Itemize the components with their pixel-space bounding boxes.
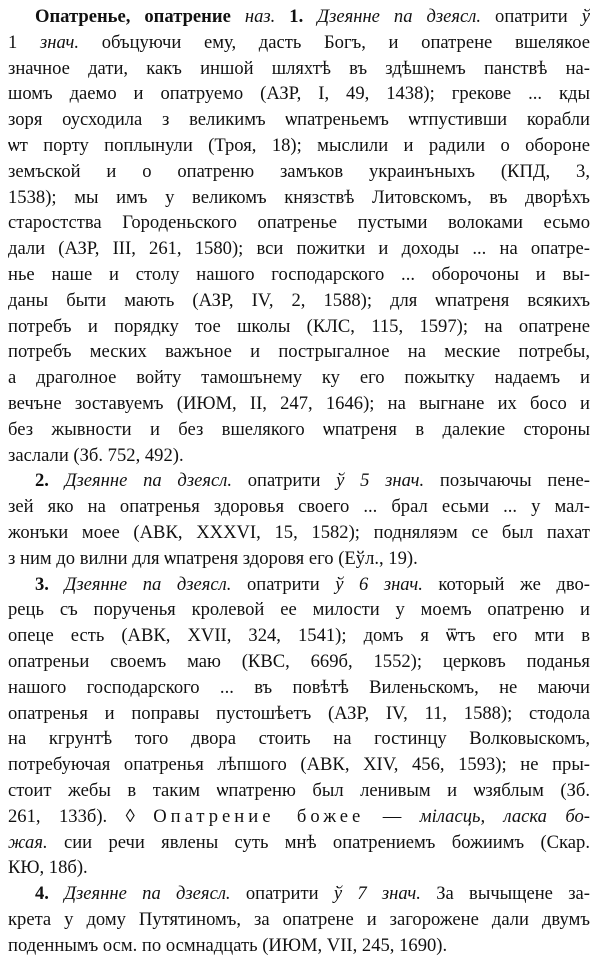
italic-label: ў 7 знач.	[333, 883, 421, 905]
text-line	[8, 701, 590, 727]
headword-or-sense-number: 1.	[289, 6, 304, 27]
text-line	[8, 649, 590, 675]
text-line	[8, 417, 590, 443]
text-segment: 261, 133б). ◊	[8, 805, 154, 827]
text-segment: 1	[8, 31, 40, 53]
text-segment: з ним до вилни для ѡпатреня здоровя его (Еўл., 19).	[8, 547, 418, 569]
text-segment: нье наше и столу нашого господарского ... оборочоны и вы-	[8, 263, 590, 285]
text-segment: опатреньи своемъ маю (КВС, 669б, 1552); церковъ поданья	[8, 650, 590, 672]
text-line	[8, 623, 590, 649]
text-line	[8, 881, 590, 907]
text-segment: вечъне зоставуемъ (ИЮМ, II, 247, 1646); на выгнане их босо и	[8, 392, 590, 414]
text-line	[8, 520, 590, 546]
text-line	[8, 546, 590, 572]
headword-or-sense-number: 3.	[35, 573, 49, 595]
text-segment: объцуючи ему, дасть Богъ, и опатрене вшелякое	[79, 31, 590, 53]
text-line	[8, 494, 590, 520]
text-line	[8, 210, 590, 236]
text-segment: без жывности и без вшелякого ѡпатреня в далекие стороны	[8, 418, 590, 440]
text-line	[8, 468, 590, 494]
text-line	[8, 391, 590, 417]
text-segment: дали (АЗР, III, 261, 1580); вси пожитки и доходы ... на опатре-	[8, 238, 590, 260]
text-segment: позычаючы пене-	[424, 470, 590, 492]
italic-label: ў 6 знач.	[335, 573, 423, 595]
text-line	[8, 107, 590, 133]
italic-label: міласць, ласка бо-	[419, 805, 590, 827]
text-line	[8, 159, 590, 185]
text-line	[8, 262, 590, 288]
text-segment: Опатрение божее	[153, 805, 365, 827]
text-segment: а драголное войту тамошънему ку его пожытку надаемъ и	[8, 367, 590, 389]
text-line	[8, 314, 590, 340]
italic-label: жая.	[8, 831, 48, 853]
text-line	[8, 443, 590, 469]
italic-label: Дзеянне па дзеясл.	[64, 573, 232, 595]
text-segment: жонъки моее (АВК, XXXVI, 15, 1582); подняляэм се был пахат	[8, 521, 590, 543]
text-line	[8, 339, 590, 365]
headword-or-sense-number: 4.	[35, 883, 49, 905]
text-segment: опатрити	[230, 883, 334, 905]
text-segment: на кгрунтѣ того двора стоить на гостинцу Волковыскомъ,	[8, 728, 590, 750]
text-segment: опатрити	[231, 573, 336, 595]
text-line	[8, 365, 590, 391]
text-line	[8, 933, 590, 958]
text-line	[8, 81, 590, 107]
text-segment	[275, 6, 289, 27]
text-segment	[49, 574, 65, 595]
text-line	[8, 726, 590, 752]
text-line	[8, 56, 590, 82]
text-segment: значное дати, какъ иншой шляхтѣ въ здѣшнемъ панствѣ на-	[8, 57, 590, 79]
text-segment: земъской и о опатреню замъков украинъныхъ (КПД, 3,	[8, 160, 590, 182]
text-line	[8, 597, 590, 623]
italic-label: Дзеянне па дзеясл.	[64, 883, 231, 905]
text-line	[8, 855, 590, 881]
text-line	[8, 804, 590, 830]
text-segment: который же дво-	[422, 573, 590, 595]
text-segment: ѡт порту поплынули (Троя, 18); мыслили и радили о обороне	[8, 134, 590, 156]
text-segment: потребуючая опатренья лѣпшого (АВК, XIV, 456, 1593); не пры-	[8, 754, 590, 776]
text-line	[8, 778, 590, 804]
headword-or-sense-number: Опатренье, опатрение	[35, 6, 231, 27]
text-segment: опатрити	[481, 6, 582, 27]
text-segment: крета у дому Путятиномъ, за опатрене и загорожене дали двумъ	[8, 908, 590, 930]
italic-label: знач.	[39, 31, 80, 53]
text-line	[8, 30, 590, 56]
text-segment	[303, 6, 317, 27]
text-segment: —	[364, 805, 420, 827]
text-segment: даны быти мають (АЗР, IV, 2, 1588); для ѡпатреня всякихъ	[8, 289, 590, 311]
text-segment	[231, 6, 245, 27]
text-segment	[49, 883, 64, 904]
text-segment: потребъ и порядку тое школы (КЛС, 115, 1597); на опатрене	[8, 315, 590, 337]
text-line	[8, 236, 590, 262]
text-segment: опеце есть (АВК, XVII, 324, 1541); домъ я ѿтъ его мти в	[8, 625, 590, 647]
text-segment: КЮ, 18б).	[8, 857, 88, 879]
italic-label: наз.	[244, 6, 276, 27]
text-line	[8, 133, 590, 159]
text-segment: старостства Городеньского опатренье пустыми волоками есьмо	[8, 212, 590, 234]
text-segment: зей яко на опатренья здоровья своего ... брал есьми ... у мал-	[8, 496, 590, 518]
text-segment: рець съ порученья кролевой ее милости у моемъ опатреню и	[8, 599, 590, 621]
text-segment: поденнымъ осм. по осмнадцать (ИЮМ, VII, 245, 1690).	[8, 934, 448, 956]
italic-label: ў 5 знач.	[336, 470, 425, 492]
text-segment: За вычыщене за-	[420, 883, 590, 905]
text-segment	[49, 470, 65, 491]
text-line	[8, 830, 590, 856]
italic-label: Дзеянне па дзеясл.	[64, 470, 232, 492]
text-segment: опатрити	[231, 470, 337, 492]
text-segment: потребъ меских важъное и пострыгалное на меские потребы,	[8, 341, 590, 363]
text-segment: заслали (Зб. 752, 492).	[8, 444, 184, 466]
text-line	[8, 675, 590, 701]
text-segment: зоря оусходила з великимъ ѡпатреньемъ ѡтпустивши корабли	[8, 109, 590, 131]
text-line	[8, 185, 590, 211]
headword-or-sense-number: 2.	[35, 470, 49, 492]
text-segment: сии речи явлены суть мнѣ опатрениемъ божиимъ (Скар.	[47, 831, 590, 853]
text-line	[8, 288, 590, 314]
text-segment: нашого господарского ... въ повѣтѣ Виленьскомъ, не маючи	[8, 676, 590, 698]
text-line	[8, 4, 590, 30]
text-segment: шомъ даемо и опатруемо (АЗР, I, 49, 1438); грекове ... кды	[8, 83, 590, 105]
text-segment: стоит жебы в таким ѡпатреню был ленивым и ѡзяблым (Зб.	[8, 779, 590, 801]
text-segment: опатренья и поправы пустошѣетъ (АЗР, IV, 11, 1588); стодола	[8, 702, 590, 724]
text-line	[8, 572, 590, 598]
italic-label: ў	[581, 6, 590, 27]
italic-label: Дзеянне па дзеясл.	[317, 6, 482, 27]
text-line	[8, 907, 590, 933]
text-line	[8, 752, 590, 778]
text-segment: 1538); мы имъ у великомъ князствѣ Литовскомъ, въ дворѣхъ	[8, 186, 590, 208]
